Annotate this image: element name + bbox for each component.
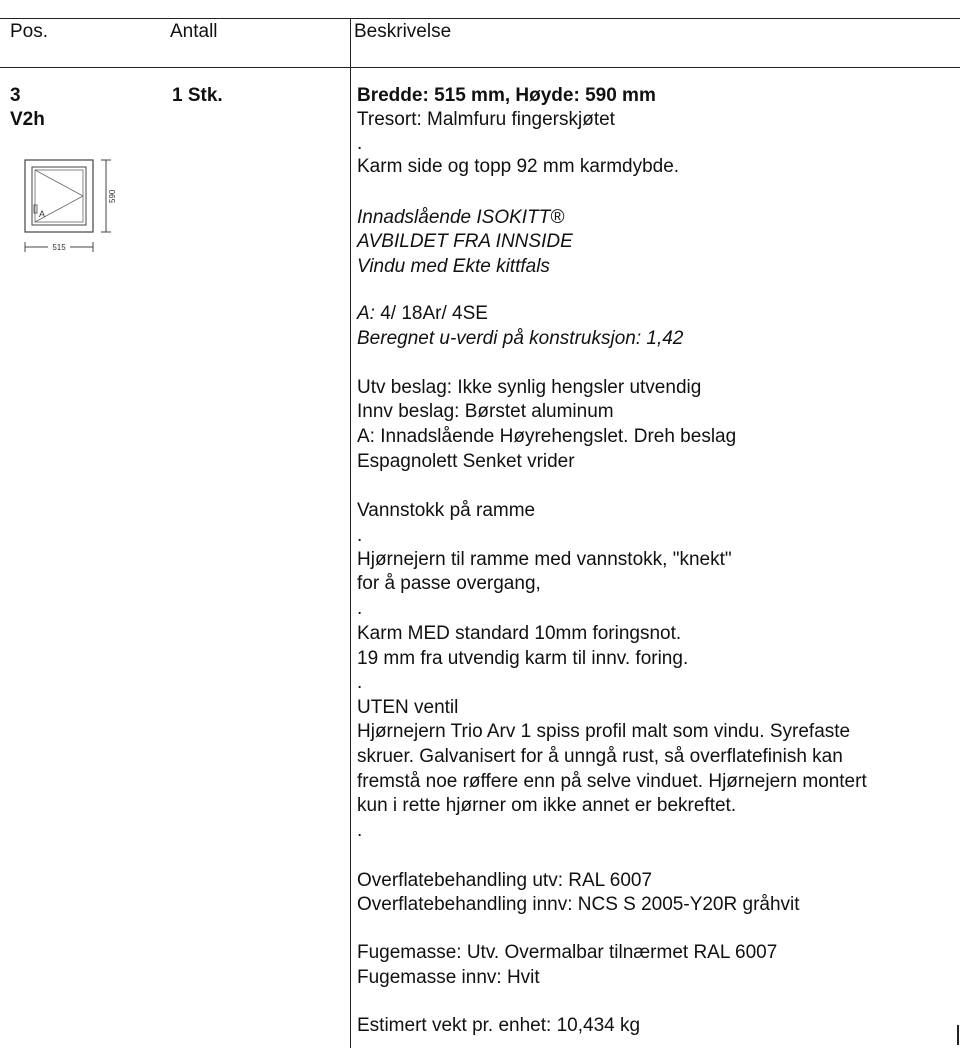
desc-frame-depth: Karm side og topp 92 mm karmdybde. — [357, 156, 680, 177]
position-code: V2h — [10, 109, 45, 130]
header-beskrivelse: Beskrivelse — [354, 21, 452, 42]
desc-lining-groove: Karm MED standard 10mm foringsnot. — [357, 623, 682, 644]
desc-glazing-bead: Vindu med Ekte kittfals — [357, 256, 550, 277]
page-edge-mark — [957, 1025, 959, 1045]
desc-corner-iron-note-2: skruer. Galvanisert for å unngå rust, så overflatefinish kan — [357, 746, 843, 767]
desc-dimensions: Bredde: 515 mm, Høyde: 590 mm — [357, 85, 656, 106]
desc-glass-prefix: A: — [357, 303, 375, 324]
desc-opening-type: Innadslående ISOKITT® — [357, 207, 565, 228]
desc-corner-iron-1: Hjørnejern til ramme med vannstokk, "knekt" — [357, 549, 732, 570]
desc-outer-hardware: Utv beslag: Ikke synlig hengsler utvendig — [357, 377, 702, 398]
desc-surface-inner: Overflatebehandling innv: NCS S 2005-Y20R gråhvit — [357, 894, 800, 915]
window-drawing — [20, 155, 120, 260]
desc-glass-value: 4/ 18Ar/ 4SE — [380, 303, 488, 324]
desc-opening-hinge: A: Innadslående Høyrehengslet. Dreh beslag — [357, 426, 737, 447]
desc-surface-outer: Overflatebehandling utv: RAL 6007 — [357, 870, 653, 891]
desc-dot: . — [357, 672, 363, 693]
quantity: 1 Stk. — [172, 85, 223, 106]
header-antall: Antall — [170, 21, 218, 42]
description-column-divider — [350, 18, 351, 1048]
sash-label: A — [39, 209, 46, 219]
desc-inner-hardware: Innv beslag: Børstet aluminum — [357, 401, 614, 422]
desc-view-note: AVBILDET FRA INNSIDE — [357, 231, 573, 252]
desc-sealant-outer: Fugemasse: Utv. Overmalbar tilnærmet RAL 6007 — [357, 942, 778, 963]
header-bottom-rule — [0, 67, 960, 68]
header-pos: Pos. — [10, 21, 49, 42]
height-dimension-label: 590 — [108, 189, 117, 203]
desc-glass-spec — [357, 302, 488, 326]
width-dimension-label: 515 — [52, 243, 66, 252]
desc-dot: . — [357, 525, 363, 546]
desc-vent: UTEN ventil — [357, 697, 459, 718]
table-top-rule — [0, 18, 960, 19]
desc-wood-type: Tresort: Malmfuru fingerskjøtet — [357, 109, 615, 130]
desc-lining-distance: 19 mm fra utvendig karm til innv. foring. — [357, 648, 689, 669]
desc-corner-iron-note-4: kun i rette hjørner om ikke annet er bekreftet. — [357, 795, 737, 816]
desc-dot: . — [357, 133, 363, 154]
desc-corner-iron-note-1: Hjørnejern Trio Arv 1 spiss profil malt som vindu. Syrefaste — [357, 721, 851, 742]
desc-corner-iron-2: for å passe overgang, — [357, 573, 541, 594]
desc-u-value: Beregnet u-verdi på konstruksjon: 1,42 — [357, 328, 684, 349]
desc-dot: . — [357, 598, 363, 619]
desc-weight: Estimert vekt pr. enhet: 10,434 kg — [357, 1015, 641, 1036]
desc-drip-cap: Vannstokk på ramme — [357, 500, 536, 521]
desc-dot: . — [357, 820, 363, 841]
desc-corner-iron-note-3: fremstå noe røffere enn på selve vinduet. Hjørnejern montert — [357, 771, 867, 792]
desc-espagnolette: Espagnolett Senket vrider — [357, 451, 575, 472]
position-number: 3 — [10, 85, 21, 106]
desc-sealant-inner: Fugemasse innv: Hvit — [357, 967, 540, 988]
